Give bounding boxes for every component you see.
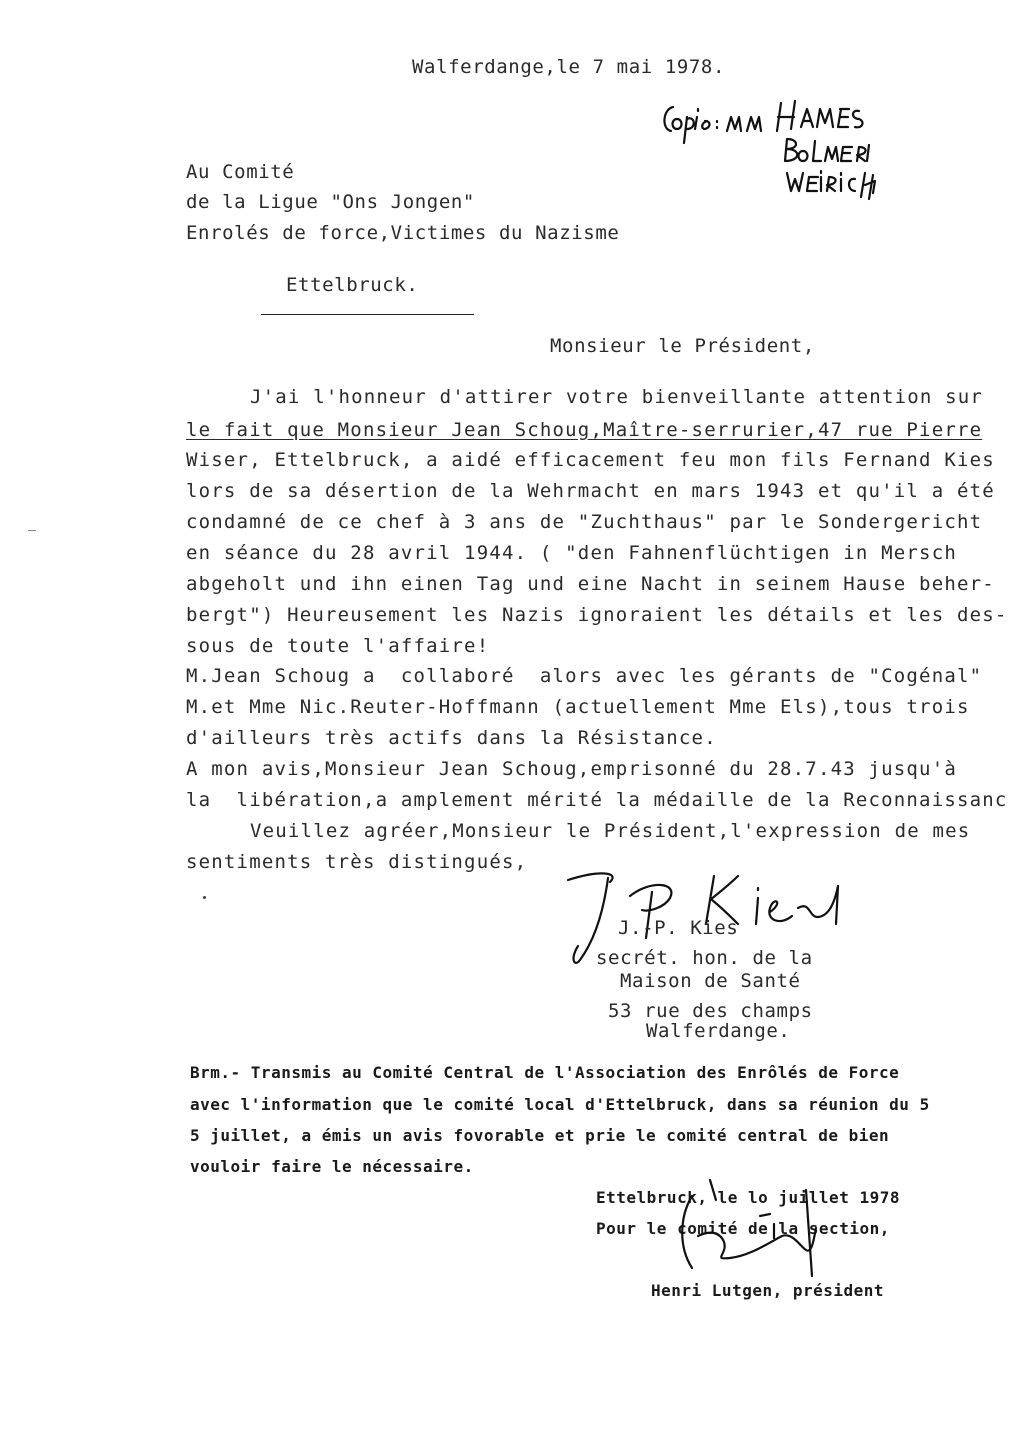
closing-line-1: Veuillez agréer,Monsieur le Président,l'expression de mes bbox=[250, 820, 971, 842]
endorsement-signer: Henri Lutgen, président bbox=[651, 1281, 885, 1300]
body-line-9: sous de toute l'affaire! bbox=[186, 635, 490, 657]
signature-address-2: Walferdange. bbox=[646, 1020, 791, 1042]
endorsement-for-line: Pour le comité de la section, bbox=[596, 1219, 890, 1238]
endorsement-place-date: Ettelbruck, le lo juillet 1978 bbox=[596, 1188, 900, 1207]
body-line-4: lors de sa désertion de la Wehrmacht en mars 1943 et qu'il a été bbox=[186, 480, 995, 502]
endorsement-line-2: avec l'information que le comité local d'Ettelbruck, dans sa réunion du 5 bbox=[190, 1095, 930, 1114]
lutgen-handwritten-signature bbox=[670, 1176, 840, 1286]
body-line-11: M.et Mme Nic.Reuter-Hoffmann (actuellement Mme Els),tous trois bbox=[186, 696, 970, 718]
recipient-city: Ettelbruck. bbox=[286, 274, 419, 296]
handwritten-copy-note bbox=[655, 95, 905, 210]
body-line-10: M.Jean Schoug a collaboré alors avec les gérants de "Cogénal" bbox=[186, 665, 983, 687]
margin-mark bbox=[28, 530, 36, 531]
body-line-7: abgeholt und ihn einen Tag und eine Nacht in seinem Hause beher- bbox=[186, 573, 995, 595]
body-line-14: la libération,a amplement mérité la médaille de la Reconnaissanc bbox=[186, 789, 1008, 811]
recipient-line-3: Enrolés de force,Victimes du Nazisme bbox=[186, 222, 620, 244]
body-line-1: J'ai l'honneur d'attirer votre bienveillante attention sur bbox=[250, 386, 984, 408]
endorsement-line-3: 5 juillet, a émis un avis fovorable et prie le comité central de bien bbox=[190, 1126, 890, 1145]
signature-address-1: 53 rue des champs bbox=[608, 1000, 813, 1022]
endorsement-line-1: Brm.- Transmis au Comité Central de l'Association des Enrôlés de Force bbox=[190, 1063, 900, 1082]
body-line-6: en séance du 28 avril 1944. ( "den Fahnenflüchtigen in Mersch bbox=[186, 542, 957, 564]
date-line: Walferdange,le 7 mai 1978. bbox=[412, 56, 726, 78]
signature-name: J.-P. Kies bbox=[618, 917, 739, 939]
recipient-line-2: de la Ligue "Ons Jongen" bbox=[186, 191, 475, 213]
body-line-8: bergt") Heureusement les Nazis ignoraient les détails et les des- bbox=[186, 604, 1008, 626]
body-line-3: Wiser, Ettelbruck, a aidé efficacement feu mon fils Fernand Kies bbox=[186, 449, 995, 471]
body-line-5: condamné de ce chef à 3 ans de "Zuchthaus" par le Sondergericht bbox=[186, 511, 983, 533]
body-line-2: le fait que Monsieur Jean Schoug,Maître-serrurier,47 rue Pierre bbox=[186, 419, 983, 441]
closing-line-2: sentiments très distingués, bbox=[186, 851, 528, 873]
body-line-12: d'ailleurs très actifs dans la Résistance. bbox=[186, 727, 717, 749]
ink-dot bbox=[203, 896, 206, 899]
salutation: Monsieur le Président, bbox=[550, 335, 815, 357]
signature-title-2: Maison de Santé bbox=[620, 970, 801, 992]
signature-title-1: secrét. hon. de la bbox=[596, 947, 813, 969]
recipient-line-1: Au Comité bbox=[186, 161, 295, 183]
endorsement-line-4: vouloir faire le nécessaire. bbox=[190, 1157, 474, 1176]
body-line-13: A mon avis,Monsieur Jean Schoug,emprisonné du 28.7.43 jusqu'à bbox=[186, 758, 957, 780]
divider-rule bbox=[261, 314, 474, 315]
